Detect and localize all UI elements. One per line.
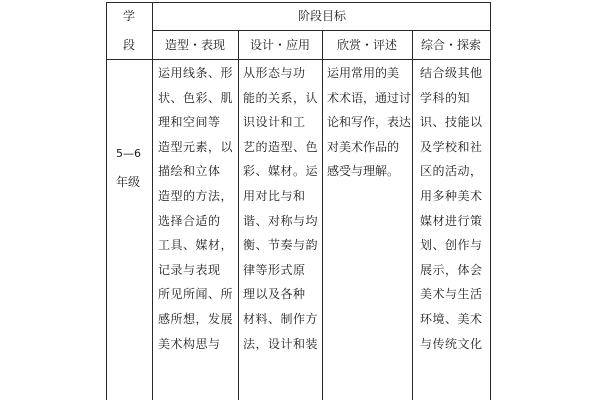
subcol-header-1: 造型・表现 xyxy=(165,38,226,52)
cell-appreciation-review: 运用常用的美 术术语，通过讨 论和写作，表达 对美术作品的 感受与理解。 xyxy=(327,66,412,179)
subcol-header-4: 综合・探索 xyxy=(421,38,482,52)
subcol-header-2: 设计・应用 xyxy=(250,38,311,52)
border-right xyxy=(490,2,491,400)
divider-stage xyxy=(152,2,153,400)
stage-label-line2: 年级 xyxy=(116,175,141,189)
cell-design-application: 从形态与功 能的关系，认 识设计和工 艺的造型、色 彩、媒材。运 用对比与和 谐、对称与均 衡、节奏与韵 律等形式原 理以及各种 材料、制作方 法，设计和装 xyxy=(243,66,319,351)
stage-header-bottom: 段 xyxy=(123,38,136,52)
goals-title: 阶段目标 xyxy=(298,9,347,23)
cell-modeling-expression: 运用线条、形 状、色彩、肌 理和空间等 造型元素，以 描绘和立体 造型的方法， 选择合适的 工具、媒材， 记录与表现 所见所闻、所 感所想，发展 美术构思与 xyxy=(158,66,234,351)
divider-col1 xyxy=(238,30,239,400)
stage-header-top: 学 xyxy=(123,9,136,23)
divider-col3 xyxy=(412,30,413,400)
stage-label-line1: 5—6 xyxy=(116,147,141,160)
border-left xyxy=(106,2,107,400)
header-bottom xyxy=(106,59,491,60)
divider-col2 xyxy=(322,30,323,400)
cell-synthesis-exploration: 结合级其他 学科的知 识、技能以 及学校和社 区的活动， 用多种美术 媒材进行策 划、创作与 展示，体会 美术与生活 环境、美术 与传统文化 xyxy=(420,66,483,351)
subcol-header-3: 欣赏・评述 xyxy=(337,38,398,52)
border-top xyxy=(106,2,491,3)
